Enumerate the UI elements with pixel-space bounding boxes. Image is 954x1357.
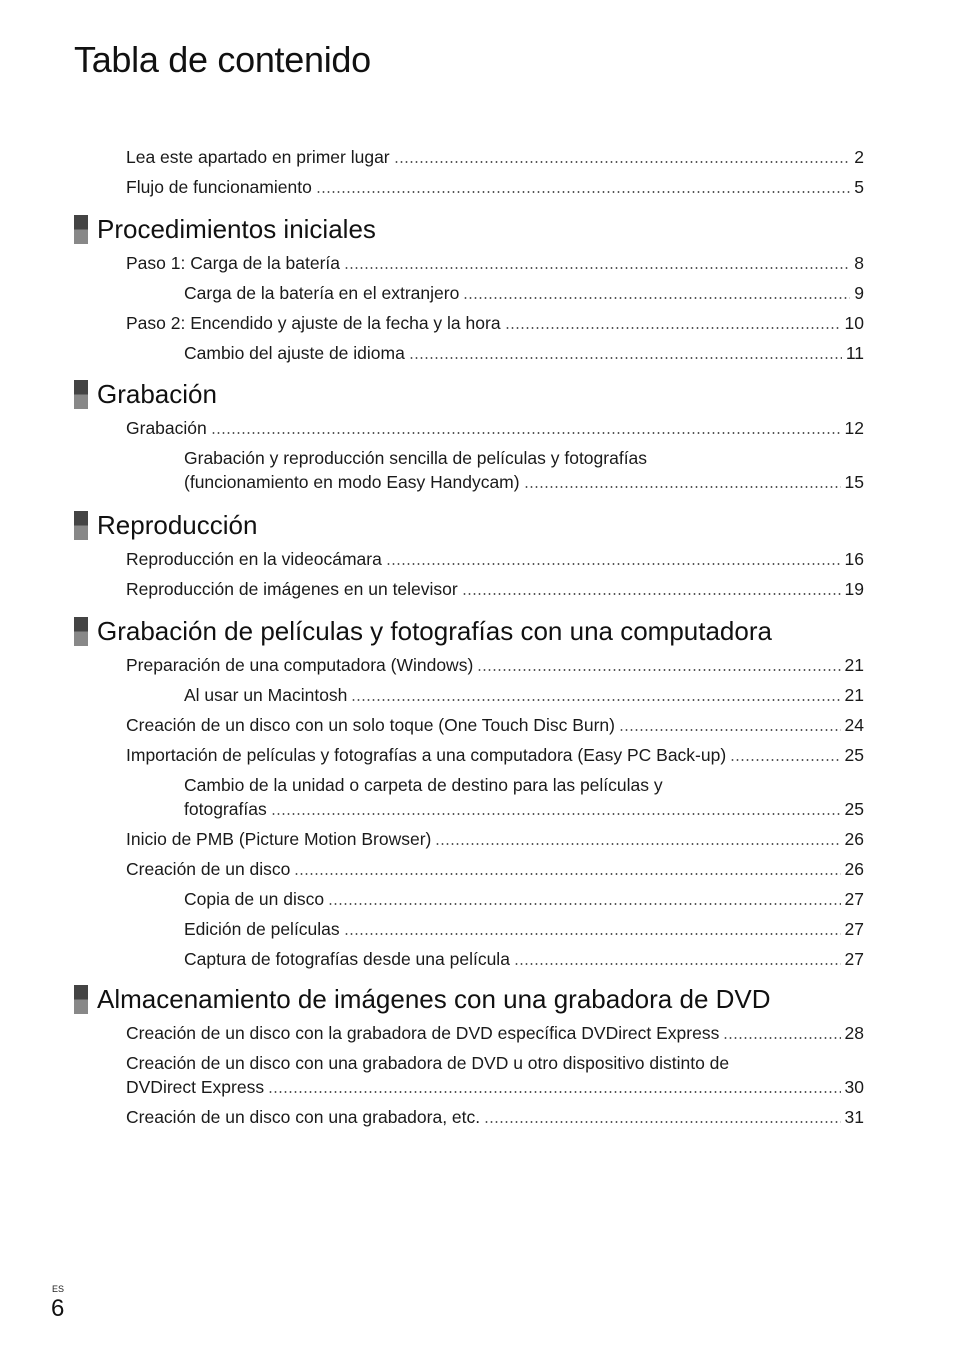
toc-entry-page-number: 21 xyxy=(844,655,864,675)
dot-leader xyxy=(477,669,840,671)
toc-entry[interactable] xyxy=(126,1021,864,1045)
toc-entry-label: Copia de un disco xyxy=(184,889,325,909)
toc-entry-label: DVDirect Express xyxy=(126,1077,265,1097)
toc-entry[interactable] xyxy=(184,683,864,707)
dot-leader xyxy=(394,161,850,163)
dot-leader xyxy=(484,1121,840,1123)
toc-entry-label: Cambio del ajuste de idioma xyxy=(184,343,405,363)
section-marker-icon xyxy=(74,380,88,409)
toc-entry-page-number: 25 xyxy=(844,799,864,819)
toc-entry-label: Preparación de una computadora (Windows) xyxy=(126,655,474,675)
dot-leader xyxy=(619,729,841,731)
toc-entry[interactable] xyxy=(126,1051,864,1099)
toc-entry-label: Paso 2: Encendido y ajuste de la fecha y la hora xyxy=(126,313,501,333)
toc-entry[interactable] xyxy=(126,827,864,851)
toc-entry-page-number: 9 xyxy=(854,283,864,303)
dot-leader xyxy=(328,903,840,905)
toc-entry[interactable] xyxy=(126,416,864,440)
toc-entry-page-number: 15 xyxy=(844,472,864,492)
dot-leader xyxy=(409,357,842,359)
toc-entry-page-number: 30 xyxy=(844,1077,864,1097)
toc-entry-page-number: 8 xyxy=(854,253,864,273)
page-title: Tabla de contenido xyxy=(74,39,371,80)
toc-entry[interactable] xyxy=(184,281,864,305)
toc-entry-label: Creación de un disco con la grabadora de DVD específica DVDirect Express xyxy=(126,1023,720,1043)
toc-entry-label: Flujo de funcionamiento xyxy=(126,177,312,197)
toc-entry-page-number: 10 xyxy=(844,313,864,333)
section-title: Almacenamiento de imágenes con una grabadora de DVD xyxy=(97,984,771,1014)
section-marker-icon xyxy=(74,215,88,244)
toc-entry-page-number: 24 xyxy=(844,715,864,735)
toc-entry-label: Reproducción en la videocámara xyxy=(126,549,382,569)
toc-entry-label: Creación de un disco con un solo toque (One Touch Disc Burn) xyxy=(126,715,615,735)
toc-entry-label: Edición de películas xyxy=(184,919,340,939)
section-title: Procedimientos iniciales xyxy=(97,214,376,244)
toc-entry-page-number: 16 xyxy=(844,549,864,569)
section-title: Reproducción xyxy=(97,510,258,540)
toc-entry-label: Inicio de PMB (Picture Motion Browser) xyxy=(126,829,432,849)
toc-entry[interactable] xyxy=(126,251,864,275)
toc-entry-page-number: 11 xyxy=(845,343,864,363)
toc-entry-label: Carga de la batería en el extranjero xyxy=(184,283,460,303)
toc-entry-page-number: 2 xyxy=(854,147,864,167)
dot-leader xyxy=(524,486,841,488)
section-title: Grabación de películas y fotografías con una computadora xyxy=(97,616,772,646)
toc-entry[interactable] xyxy=(126,311,864,335)
toc-entry[interactable] xyxy=(126,713,864,737)
dot-leader xyxy=(723,1037,840,1039)
toc-entry-page-number: 27 xyxy=(844,919,864,939)
toc-entry-label: fotografías xyxy=(184,799,267,819)
section-marker-icon xyxy=(74,985,88,1014)
toc-entry-page-number: 27 xyxy=(844,889,864,909)
toc-entry[interactable] xyxy=(184,773,864,821)
toc-entry-page-number: 27 xyxy=(844,949,864,969)
dot-leader xyxy=(294,873,840,875)
toc-entry-label: Creación de un disco con una grabadora, etc. xyxy=(126,1107,481,1127)
toc-entry-page-number: 25 xyxy=(844,745,864,765)
section-marker-icon xyxy=(74,511,88,540)
toc-entry[interactable] xyxy=(126,175,864,199)
toc-entry-page-number: 5 xyxy=(854,177,864,197)
toc-entry-label: Creación de un disco xyxy=(126,859,291,879)
dot-leader xyxy=(730,759,840,761)
toc-entry[interactable] xyxy=(126,577,864,601)
toc-entry[interactable] xyxy=(126,547,864,571)
toc-entry-page-number: 19 xyxy=(844,579,864,599)
toc-entry-label: Captura de fotografías desde una película xyxy=(184,949,510,969)
dot-leader xyxy=(211,432,841,434)
toc-entry[interactable] xyxy=(126,653,864,677)
toc-entry-page-number: 26 xyxy=(844,829,864,849)
dot-leader xyxy=(463,297,850,299)
dot-leader xyxy=(268,1091,840,1093)
toc-entry[interactable] xyxy=(184,947,864,971)
toc-entry[interactable] xyxy=(184,917,864,941)
dot-leader xyxy=(514,963,841,965)
toc-entry-page-number: 28 xyxy=(844,1023,864,1043)
dot-leader xyxy=(351,699,840,701)
toc-entry[interactable] xyxy=(184,887,864,911)
dot-leader xyxy=(386,563,841,565)
footer-language-code: ES xyxy=(52,1284,65,1294)
toc-entry-label-line1: Grabación y reproducción sencilla de películas y fotografías xyxy=(184,448,648,468)
toc-entry-page-number: 21 xyxy=(844,685,864,705)
toc-entry[interactable] xyxy=(184,446,864,494)
dot-leader xyxy=(271,813,841,815)
footer-page-number: 6 xyxy=(51,1295,65,1322)
dot-leader xyxy=(344,933,841,935)
toc-entry-page-number: 12 xyxy=(844,418,864,438)
toc-entry-label-line1: Creación de un disco con una grabadora de DVD u otro dispositivo distinto de xyxy=(126,1053,730,1073)
dot-leader xyxy=(435,843,840,845)
dot-leader xyxy=(462,593,841,595)
toc-entry-page-number: 31 xyxy=(844,1107,864,1127)
toc-entry-label: Grabación xyxy=(126,418,207,438)
toc-entry-label: Paso 1: Carga de la batería xyxy=(126,253,341,273)
toc-entry-label: Importación de películas y fotografías a una computadora (Easy PC Back-up) xyxy=(126,745,727,765)
toc-entry[interactable] xyxy=(126,857,864,881)
section-marker-icon xyxy=(74,617,88,646)
toc-entry[interactable] xyxy=(184,341,864,365)
toc-entry[interactable] xyxy=(126,145,864,169)
toc-entry-label-line1: Cambio de la unidad o carpeta de destino para las películas y xyxy=(184,775,663,795)
toc-entry[interactable] xyxy=(126,1105,864,1129)
dot-leader xyxy=(316,191,850,193)
toc-entry-label: Lea este apartado en primer lugar xyxy=(126,147,390,167)
toc-entry[interactable] xyxy=(126,743,864,767)
section-title: Grabación xyxy=(97,379,217,409)
dot-leader xyxy=(505,327,841,329)
toc-entry-label: (funcionamiento en modo Easy Handycam) xyxy=(184,472,520,492)
toc-entry-label: Reproducción de imágenes en un televisor xyxy=(126,579,458,599)
toc-entry-label: Al usar un Macintosh xyxy=(184,685,348,705)
toc-entry-page-number: 26 xyxy=(844,859,864,879)
dot-leader xyxy=(344,267,850,269)
